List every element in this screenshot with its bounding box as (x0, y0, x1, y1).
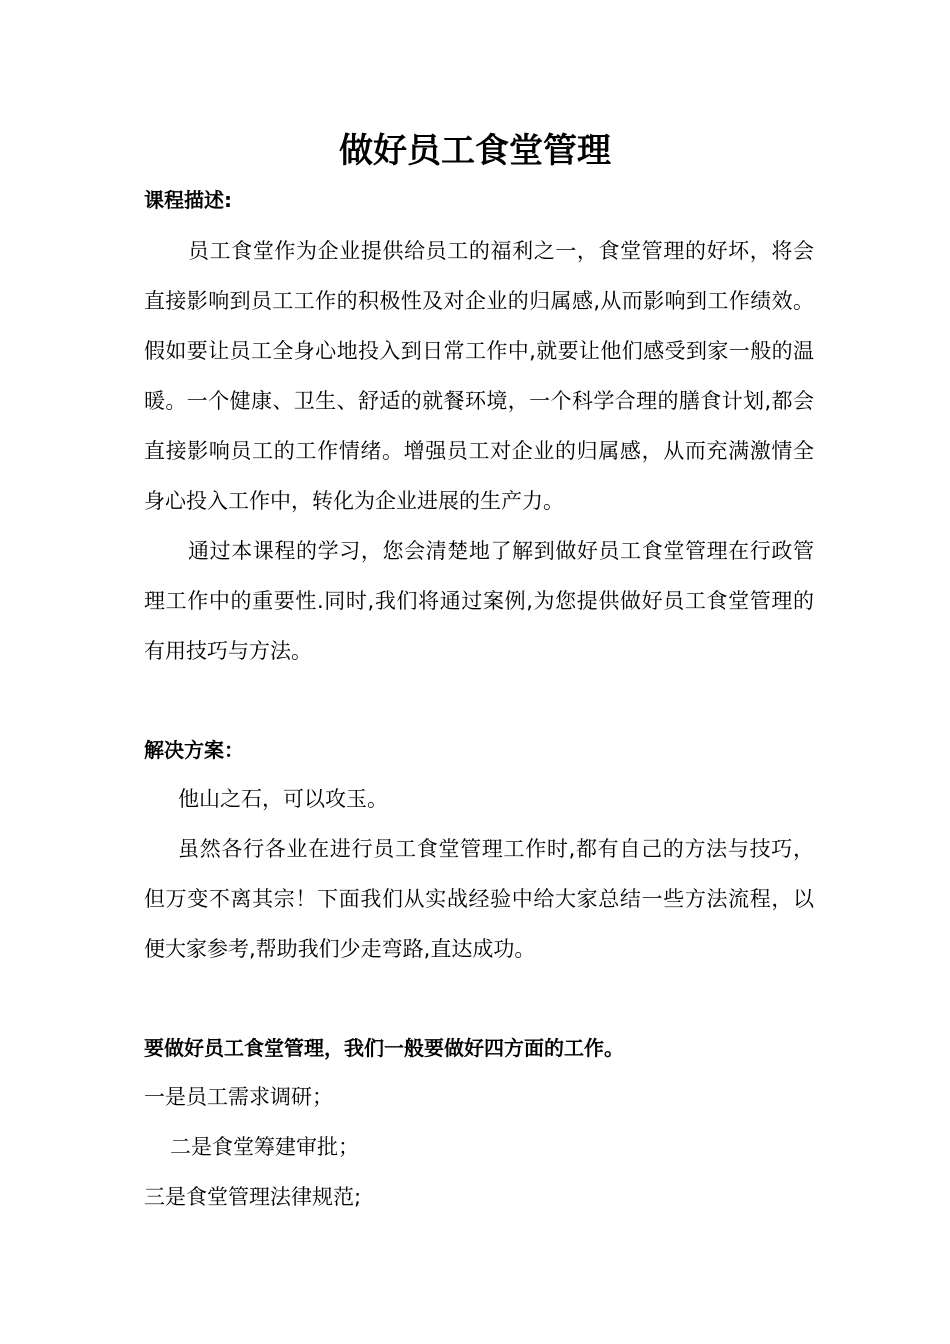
solution-heading: 解决方案： (144, 738, 244, 762)
document-title: 做好员工食堂管理 (339, 131, 611, 171)
course-description-paragraph-1: 员工食堂作为企业提供给员工的福利之一，食堂管理的好坏，将会直接影响到员工工作的积极性及对企业的归属感,从而影响到工作绩效。假如要让员工全身心地投入到日常工作中,就要让他们感受到家一般的温暖。一个健康、卫生、舒适的就餐环境，一个科学合理的膳食计划,都会直接影响员工的工作情绪。增强员工对企业的归属感，从而充满激情全身心投入工作中，转化为企业进展的生产力。 (144, 239, 814, 513)
solution-paragraph-1: 他山之石，可以攻玉。 (178, 787, 388, 811)
work-item-2: 二是食堂筹建审批； (170, 1135, 359, 1159)
course-description-paragraph-2: 通过本课程的学习，您会清楚地了解到做好员工食堂管理在行政管理工作中的重要性.同时,我们将通过案例,为您提供做好员工食堂管理的有用技巧与方法。 (144, 539, 814, 663)
solution-paragraph-2: 虽然各行各业在进行员工食堂管理工作时,都有自己的方法与技巧，但万变不离其宗！下面我们从实战经验中给大家总结一些方法流程，以便大家参考,帮助我们少走弯路,直达成功。 (144, 837, 814, 961)
course-description-heading: 课程描述: (144, 188, 232, 212)
work-item-3: 三是食堂管理法律规范; (144, 1185, 362, 1209)
four-aspects-heading: 要做好员工食堂管理，我们一般要做好四方面的工作。 (144, 1036, 624, 1060)
work-item-1: 一是员工需求调研； (144, 1085, 333, 1109)
